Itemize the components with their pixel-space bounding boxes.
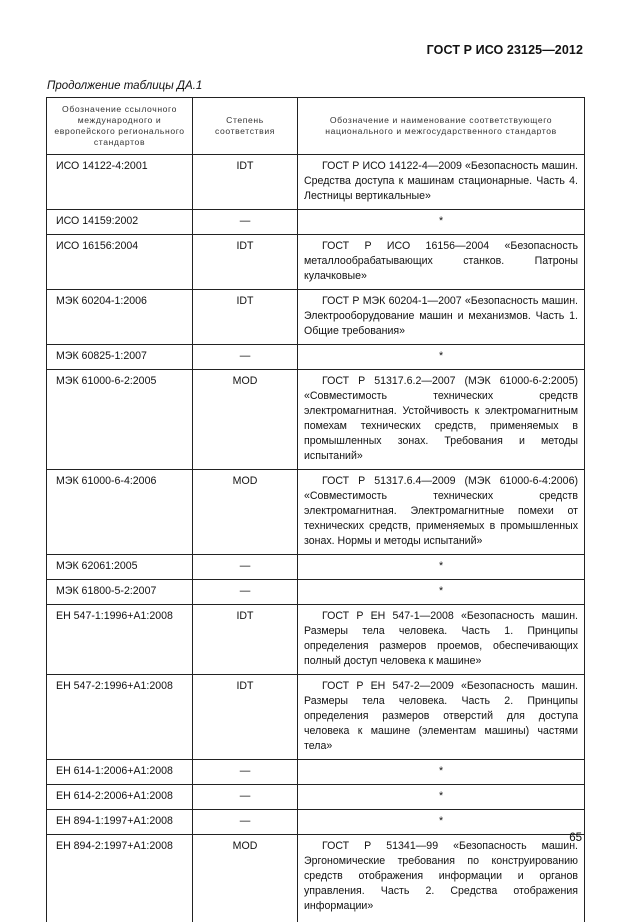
table-row [47,580,585,605]
table-row [47,370,585,470]
degree-cell: MOD [193,370,298,470]
header-reference-standard: Обозначение ссылочного международного и европейского регионального стандартов [47,98,193,155]
page-number: 65 [569,832,582,844]
degree-cell: — [193,210,298,235]
degree-cell: — [193,555,298,580]
standard-code-cell: ЕН 547-2:1996+А1:2008 [47,675,193,760]
standard-name-cell: ГОСТ Р МЭК 60204-1—2007 «Безопасность машин. Электрооборудование машин и механизмов. Часть 1. Общие требования» [298,290,585,345]
standard-name-cell: ГОСТ Р ЕН 547-2—2009 «Безопасность машин. Размеры тела человека. Часть 2. Принципы определения размеров отверстий для доступа человека к машине (элементам машины) частями тела» [298,675,585,760]
degree-cell: — [193,580,298,605]
table-row [47,345,585,370]
standard-name-cell: * [298,345,585,370]
standard-name-cell: ГОСТ Р 51317.6.4—2009 (МЭК 61000-6-4:2006) «Совместимость технических средств электромагнитная. Электромагнитные помехи от технических средств, применяемых в промышленных зонах. Нормы и методы испытаний» [298,470,585,555]
table-body [47,155,585,922]
standard-code-cell: ИСО 14122-4:2001 [47,155,193,210]
standard-code-cell: ИСО 16156:2004 [47,235,193,290]
table-row [47,155,585,210]
standard-code-cell: ЕН 614-1:2006+А1:2008 [47,760,193,785]
standards-table [46,97,585,922]
standard-code-cell: МЭК 60204-1:2006 [47,290,193,345]
standard-name-cell: ГОСТ Р ЕН 547-1—2008 «Безопасность машин. Размеры тела человека. Часть 1. Принципы определения размеров проемов, обеспечивающих полный доступ человека к машине» [298,605,585,675]
standard-name-cell: * [298,580,585,605]
degree-cell: — [193,785,298,810]
standard-code-cell: МЭК 61800-5-2:2007 [47,580,193,605]
standard-code-cell: МЭК 62061:2005 [47,555,193,580]
standard-code-cell: ЕН 547-1:1996+А1:2008 [47,605,193,675]
standard-name-cell: ГОСТ Р 51317.6.2—2007 (МЭК 61000-6-2:2005) «Совместимость технических средств электромагнитная. Устойчивость к электромагнитным помехам технических средств, применяемых в промышленных зонах. Требования и методы испытаний» [298,370,585,470]
table-row [47,835,585,922]
degree-cell: IDT [193,235,298,290]
table-row [47,235,585,290]
table-row [47,210,585,235]
header-degree: Степень соответствия [193,98,298,155]
table-row [47,675,585,760]
standard-code-cell: ЕН 894-2:1997+А1:2008 [47,835,193,922]
degree-cell: — [193,760,298,785]
standard-code-cell: ЕН 614-2:2006+А1:2008 [47,785,193,810]
standard-code-cell: МЭК 60825-1:2007 [47,345,193,370]
degree-cell: — [193,345,298,370]
standard-code-cell: ЕН 894-1:1997+А1:2008 [47,810,193,835]
table-row [47,785,585,810]
standard-name-cell: * [298,555,585,580]
standard-code-cell: ИСО 14159:2002 [47,210,193,235]
standard-name-cell: * [298,760,585,785]
degree-cell: IDT [193,605,298,675]
standard-name-cell: ГОСТ Р ИСО 16156—2004 «Безопасность металлообрабатывающих станков. Патроны кулачковые» [298,235,585,290]
table-row [47,810,585,835]
degree-cell: MOD [193,470,298,555]
degree-cell: IDT [193,675,298,760]
standard-name-cell: * [298,210,585,235]
table-caption: Продолжение таблицы ДА.1 [47,80,203,92]
table-row [47,605,585,675]
table-row [47,760,585,785]
standard-name-cell: ГОСТ Р 51341—99 «Безопасность машин. Эргономические требования по конструированию средств отображения информации и органов управления. Часть 2. Средства отображения информации» [298,835,585,922]
degree-cell: — [193,810,298,835]
standard-name-cell: * [298,785,585,810]
table-row [47,290,585,345]
table-row [47,555,585,580]
standard-name-cell: ГОСТ Р ИСО 14122-4—2009 «Безопасность машин. Средства доступа к машинам стационарные. Часть 4. Лестницы вертикальные» [298,155,585,210]
table-header-row [47,98,585,155]
standard-code-cell: МЭК 61000-6-2:2005 [47,370,193,470]
standard-name-cell: * [298,810,585,835]
degree-cell: IDT [193,290,298,345]
document-code: ГОСТ Р ИСО 23125—2012 [426,43,583,57]
degree-cell: MOD [193,835,298,922]
degree-cell: IDT [193,155,298,210]
standard-code-cell: МЭК 61000-6-4:2006 [47,470,193,555]
header-national-standard: Обозначение и наименование соответствующего национального и межгосударственного стандартов [298,98,585,155]
table-row [47,470,585,555]
